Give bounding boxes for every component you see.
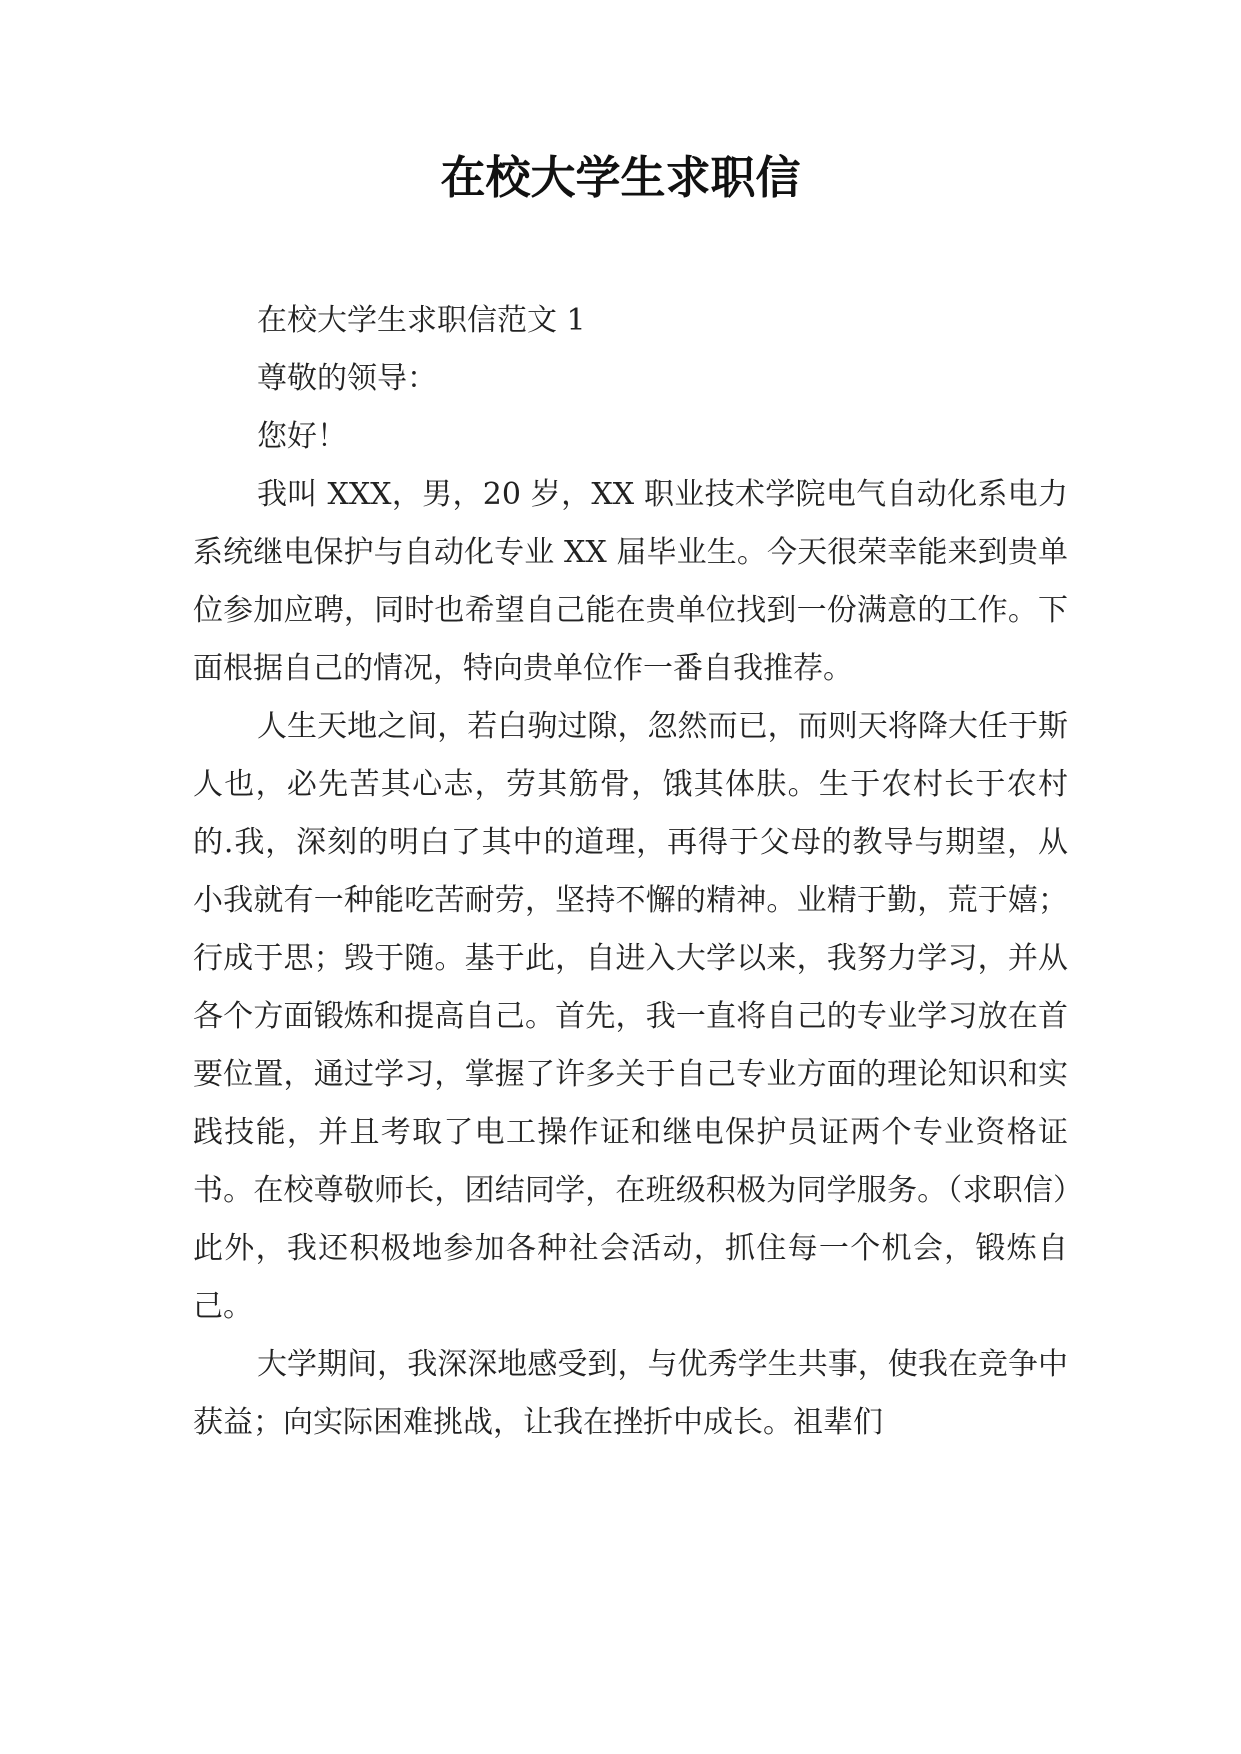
paragraph-greeting: 您好！	[257, 419, 347, 454]
document-body	[193, 292, 1068, 1452]
document-title: 在校大学生求职信	[440, 151, 801, 204]
paragraph-salutation: 尊敬的领导：	[257, 361, 437, 396]
paragraph-introduction: 我叫 XXX，男，20 岁，XX 职业技术学院电气自动化系电力系统继电保护与自动化专业 XX 届毕业生。今天很荣幸能来到贵单位参加应聘，同时也希望自己能在贵单位找到一份满意的工作。下面根据自己的情况，特向贵单位作一番自我推荐。	[193, 477, 1068, 686]
paragraph-university: 大学期间，我深深地感受到，与优秀学生共事，使我在竞争中获益；向实际困难挑战，让我在挫折中成长。祖辈们	[193, 1347, 1068, 1440]
paragraph-background: 人生天地之间，若白驹过隙，忽然而已，而则天将降大任于斯人也，必先苦其心志，劳其筋骨，饿其体肤。生于农村长于农村的.我，深刻的明白了其中的道理，再得于父母的教导与期望，从小我就有一种能吃苦耐劳，坚持不懈的精神。业精于勤，荒于嬉；行成于思；毁于随。基于此，自进入大学以来，我努力学习，并从各个方面锻炼和提高自己。首先，我一直将自己的专业学习放在首要位置，通过学习，掌握了许多关于自己专业方面的理论知识和实践技能，并且考取了电工操作证和继电保护员证两个专业资格证书。在校尊敬师长，团结同学，在班级积极为同学服务。（求职信）此外，我还积极地参加各种社会活动，抓住每一个机会，锻炼自己。	[193, 709, 1068, 1324]
paragraph-heading: 在校大学生求职信范文 1	[257, 303, 586, 338]
